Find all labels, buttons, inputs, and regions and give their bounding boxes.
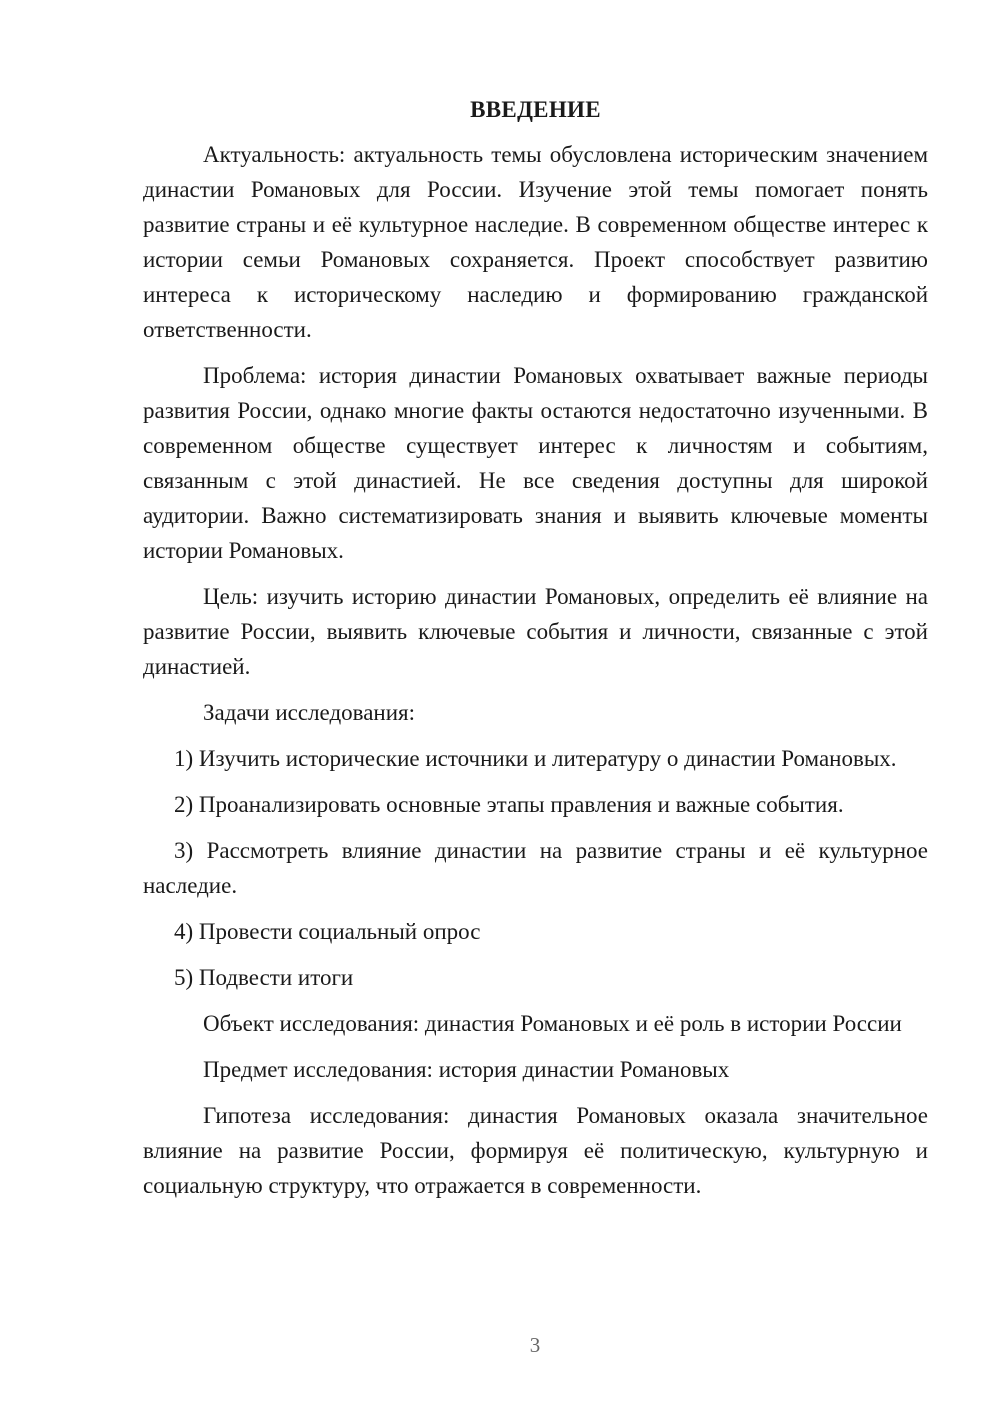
subject-paragraph: Предмет исследования: история династии Романовых <box>203 1057 730 1082</box>
goal-paragraph: Цель: изучить историю династии Романовых, определить её влияние на развитие России, выявить ключевые события и личности, связанные с этой династией. <box>143 584 928 679</box>
page-number: 3 <box>529 1333 541 1357</box>
task-item: 5) Подвести итоги <box>174 965 354 990</box>
tasks-heading: Задачи исследования: <box>203 700 416 725</box>
object-paragraph: Объект исследования: династия Романовых и её роль в истории России <box>203 1011 902 1036</box>
task-item: 2) Проанализировать основные этапы правления и важные события. <box>174 792 844 817</box>
task-item: 1) Изучить исторические источники и литературу о династии Романовых. <box>174 746 897 771</box>
task-item: 4) Провести социальный опрос <box>174 919 481 944</box>
problem-paragraph: Проблема: история династии Романовых охватывает важные периоды развития России, однако многие факты остаются недостаточно изученными. В современном обществе существует интерес к личностям и событиям, связанным с этой династией. Не все сведения доступны для широкой аудитории. Важно систематизировать знания и выявить ключевые моменты истории Романовых. <box>143 363 928 563</box>
task-item: 3) Рассмотреть влияние династии на развитие страны и её культурное наследие. <box>143 838 928 898</box>
relevance-paragraph: Актуальность: актуальность темы обусловлена историческим значением династии Романовых для России. Изучение этой темы помогает понять развитие страны и её культурное наследие. В современном обществе интерес к истории семьи Романовых сохраняется. Проект способствует развитию интереса к историческому наследию и формированию гражданской ответственности. <box>143 142 928 342</box>
hypothesis-paragraph: Гипотеза исследования: династия Романовых оказала значительное влияние на развитие России, формируя её политическую, культурную и социальную структуру, что отражается в современности. <box>143 1103 928 1198</box>
page-title: ВВЕДЕНИЕ <box>470 97 601 122</box>
document-page <box>143 92 928 1214</box>
